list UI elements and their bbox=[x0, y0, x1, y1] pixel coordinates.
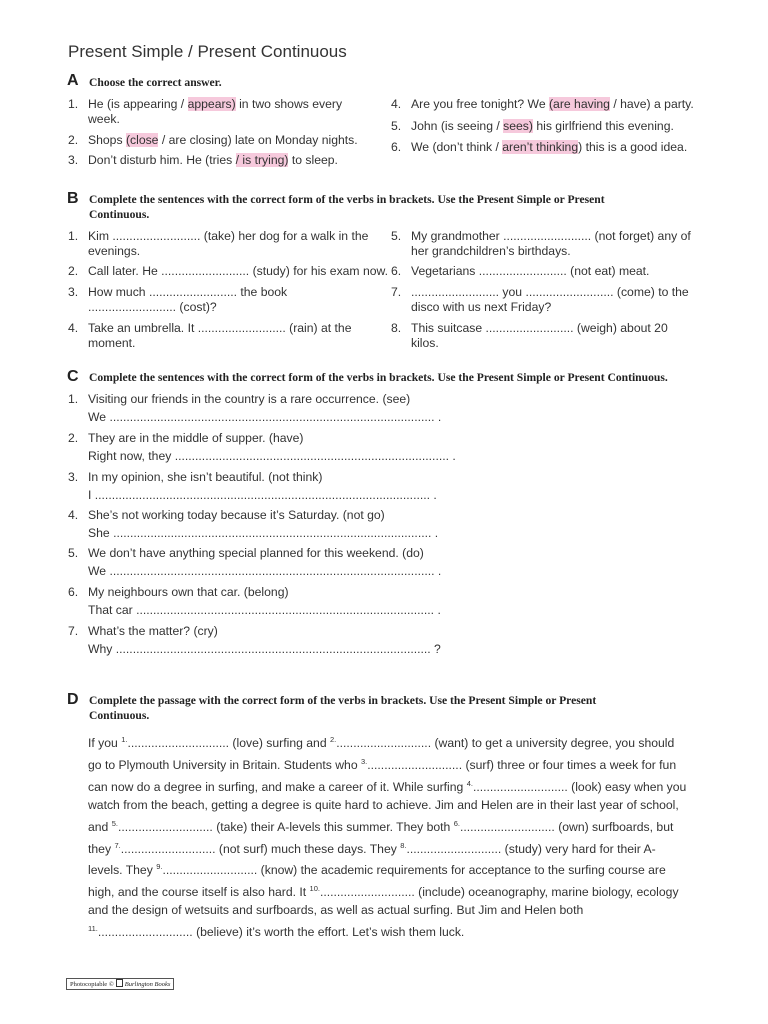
item-text bbox=[411, 321, 668, 350]
item-number: 1. bbox=[68, 392, 79, 406]
item-text bbox=[88, 285, 287, 314]
item-text-pre: Don’t disturb him. He (tries bbox=[88, 153, 236, 167]
passage-text: they bbox=[88, 841, 115, 856]
passage-text: ............................ (surf) three or four times a week for fun bbox=[367, 757, 677, 772]
gap-number: 11. bbox=[88, 924, 98, 934]
item-text-line1: We don’t have anything special planned for this weekend. (do) bbox=[88, 546, 424, 560]
section-d-passage bbox=[88, 731, 693, 942]
item-text bbox=[411, 119, 674, 134]
passage-text: high, and the course itself is also hard. It bbox=[88, 885, 310, 900]
item-text-line1: Take an umbrella. It .......................... (rain) at the bbox=[88, 321, 352, 335]
passage-text: go to Plymouth University in Britain. Students who bbox=[88, 757, 361, 772]
passage-line bbox=[88, 815, 693, 837]
item-number: 4. bbox=[391, 97, 402, 111]
passage-line bbox=[88, 731, 693, 753]
passage-text: can now do a degree in surfing, and make a career of it. While surfing bbox=[88, 779, 467, 794]
item-text-line1: What’s the matter? (cry) bbox=[88, 624, 218, 638]
answer-line: Right now, they ................................................................................. . bbox=[88, 448, 456, 463]
item-number: 6. bbox=[68, 585, 79, 599]
item-text bbox=[88, 153, 338, 168]
highlighted-answer: sees) bbox=[503, 119, 533, 133]
item-number: 7. bbox=[391, 285, 402, 299]
passage-text: watch from the beach, getting a degree is quite hard to achieve. Jim and Helen are in their last year of school, bbox=[88, 797, 679, 812]
item-text bbox=[411, 229, 691, 258]
item-text bbox=[411, 285, 689, 314]
item-text bbox=[88, 584, 441, 619]
gap-number: 2. bbox=[330, 735, 337, 744]
item-text bbox=[88, 97, 342, 126]
section-c-instruction: Complete the sentences with the correct form of the verbs in brackets. Use the Present Simple or Present Continuous. bbox=[89, 371, 668, 384]
section-d-instruction-line2: Continuous. bbox=[89, 709, 150, 722]
item-number: 5. bbox=[68, 546, 79, 560]
item-text-line2: moment. bbox=[88, 335, 136, 350]
item-number: 3. bbox=[68, 470, 79, 484]
publisher-logo-icon bbox=[116, 979, 123, 987]
passage-line bbox=[88, 753, 693, 775]
item-text-line2: her grandchildren’s birthdays. bbox=[411, 243, 571, 258]
answer-line: We ................................................................................................ . bbox=[88, 563, 442, 578]
item-text-line2: evenings. bbox=[88, 243, 141, 258]
passage-line bbox=[88, 797, 693, 815]
item-number: 2. bbox=[68, 133, 79, 147]
page-title: Present Simple / Present Continuous bbox=[68, 42, 347, 61]
item-text bbox=[88, 623, 441, 658]
item-text-post: ) this is a good idea. bbox=[578, 140, 688, 154]
item-number: 5. bbox=[391, 119, 402, 133]
item-text-pre: We (don’t think / bbox=[411, 140, 503, 154]
item-number: 8. bbox=[391, 321, 402, 335]
item-text-line2: week. bbox=[88, 111, 120, 126]
item-text-pre: He (is appearing / bbox=[88, 97, 188, 111]
item-text-pre: Shops bbox=[88, 133, 126, 147]
item-text-pre: Are you free tonight? We bbox=[411, 97, 549, 111]
item-number: 1. bbox=[68, 229, 79, 243]
item-text-line1: This suitcase .......................... (weigh) about 20 bbox=[411, 321, 668, 335]
passage-text: ............................ (study) very hard for their A- bbox=[406, 841, 656, 856]
item-text bbox=[88, 264, 388, 279]
gap-number: 4. bbox=[466, 778, 473, 788]
passage-line bbox=[88, 880, 693, 902]
item-text bbox=[88, 430, 456, 465]
answer-line: Why ............................................................................................. ? bbox=[88, 641, 441, 656]
item-text bbox=[88, 469, 437, 504]
passage-line bbox=[88, 902, 693, 920]
item-text bbox=[88, 391, 441, 426]
gap-number: 3. bbox=[361, 756, 368, 766]
passage-text: ............................ (want) to get a university degree, you should bbox=[336, 736, 675, 750]
section-a-letter: A bbox=[67, 72, 79, 89]
gap-number: 10. bbox=[309, 884, 320, 894]
item-text-post: in two shows every bbox=[235, 97, 343, 111]
section-a-instruction: Choose the correct answer. bbox=[89, 76, 222, 89]
item-text-line1: My neighbours own that car. (belong) bbox=[88, 585, 289, 599]
passage-text: levels. They bbox=[88, 863, 157, 878]
item-number: 5. bbox=[391, 229, 402, 243]
answer-line: I ................................................................................................... . bbox=[88, 487, 437, 502]
item-number: 3. bbox=[68, 153, 79, 167]
passage-line bbox=[88, 920, 693, 942]
passage-text: and the design of wetsuits and surfboards, as well as actual surfing. But Jim and Helen both bbox=[88, 903, 584, 918]
section-b-instruction bbox=[89, 192, 709, 222]
item-text-post: his girlfriend this evening. bbox=[532, 119, 674, 133]
passage-text: ............................ (believe) it’s worth the effort. Let’s wish them luck. bbox=[97, 925, 465, 940]
gap-number: 9. bbox=[156, 862, 163, 872]
passage-text: If you bbox=[88, 736, 122, 750]
section-d-letter: D bbox=[67, 691, 79, 708]
passage-text: ............................ (not surf) much these days. They bbox=[120, 841, 401, 856]
item-text-line1: How much .......................... the book bbox=[88, 285, 288, 299]
passage-text: ............................ (know) the academic requirements for acceptance to the surfing course are bbox=[162, 863, 666, 878]
item-text-post: / have) a party. bbox=[609, 97, 694, 111]
item-text bbox=[88, 321, 351, 350]
item-text bbox=[411, 97, 694, 112]
section-b-instruction-line1: Complete the sentences with the correct form of the verbs in brackets. Use the Present Simple or Present bbox=[89, 193, 605, 206]
item-number: 1. bbox=[68, 97, 79, 111]
passage-text: ............................ (take) their A-levels this summer. They both bbox=[118, 819, 454, 834]
item-number: 3. bbox=[68, 285, 79, 299]
section-b-letter: B bbox=[67, 190, 79, 207]
footer-publisher: Burlington Books bbox=[124, 981, 171, 988]
gap-number: 6. bbox=[453, 818, 460, 828]
item-text-line1: My grandmother .......................... (not forget) any of bbox=[411, 229, 691, 243]
item-text-line1: They are in the middle of supper. (have) bbox=[88, 431, 304, 445]
highlighted-answer: appears) bbox=[187, 97, 236, 111]
item-text-line1: .......................... you .......................... (come) to the bbox=[411, 285, 689, 299]
passage-text: ............................ (own) surfboards, but bbox=[460, 819, 674, 834]
passage-line bbox=[88, 837, 693, 859]
copyright-footer bbox=[66, 978, 174, 990]
item-text bbox=[411, 264, 649, 279]
item-text-line2: kilos. bbox=[411, 335, 439, 350]
item-text-line2: .......................... (cost)? bbox=[88, 299, 217, 314]
item-number: 6. bbox=[391, 140, 402, 154]
item-text-post: / are closing) late on Monday nights. bbox=[158, 133, 358, 147]
section-b-instruction-line2: Continuous. bbox=[89, 208, 150, 221]
item-text-line1: Kim .......................... (take) her dog for a walk in the bbox=[88, 229, 369, 243]
gap-number: 7. bbox=[114, 840, 121, 850]
gap-number: 5. bbox=[111, 818, 118, 828]
item-text-line1: Vegetarians .......................... (not eat) meat. bbox=[411, 264, 650, 278]
answer-line: We ................................................................................................ . bbox=[88, 409, 442, 424]
item-number: 6. bbox=[391, 264, 402, 278]
gap-number: 1. bbox=[121, 735, 128, 744]
item-text-line1: In my opinion, she isn’t beautiful. (not think) bbox=[88, 470, 323, 484]
item-text bbox=[411, 140, 687, 155]
item-number: 7. bbox=[68, 624, 79, 638]
passage-text: .............................. (love) surfing and bbox=[127, 736, 330, 750]
item-text-line1: Call later. He .......................... (study) for his exam now. bbox=[88, 264, 389, 278]
item-text-line1: Visiting our friends in the country is a rare occurrence. (see) bbox=[88, 392, 411, 406]
item-number: 4. bbox=[68, 508, 79, 522]
passage-text: ............................ (look) easy when you bbox=[472, 779, 687, 794]
item-text-pre: John (is seeing / bbox=[411, 119, 504, 133]
gap-number: 8. bbox=[400, 840, 407, 850]
highlighted-answer: (are having bbox=[548, 97, 610, 111]
item-text bbox=[88, 545, 441, 580]
item-text-post: to sleep. bbox=[288, 153, 338, 167]
item-text bbox=[88, 507, 438, 542]
section-c-letter: C bbox=[67, 368, 79, 385]
item-text-line2: disco with us next Friday? bbox=[411, 299, 552, 314]
passage-text: and bbox=[88, 819, 112, 834]
highlighted-answer: aren’t thinking bbox=[502, 140, 579, 154]
item-number: 2. bbox=[68, 431, 79, 445]
item-number: 2. bbox=[68, 264, 79, 278]
item-text-line1: She’s not working today because it’s Saturday. (not go) bbox=[88, 508, 385, 522]
answer-line: She .............................................................................................. . bbox=[88, 525, 439, 540]
highlighted-answer: (close bbox=[125, 133, 159, 147]
item-number: 4. bbox=[68, 321, 79, 335]
passage-line bbox=[88, 858, 693, 880]
highlighted-answer: / is trying) bbox=[235, 153, 289, 167]
footer-photocopiable: Photocopiable © bbox=[70, 981, 114, 988]
passage-line bbox=[88, 775, 693, 797]
answer-line: That car ........................................................................................ . bbox=[88, 602, 441, 617]
passage-text: ............................ (include) oceanography, marine biology, ecology bbox=[319, 885, 679, 900]
section-d-instruction-line1: Complete the passage with the correct form of the verbs in brackets. Use the Present Simple or Present bbox=[89, 694, 597, 707]
section-d-instruction bbox=[89, 693, 709, 723]
item-text bbox=[88, 229, 368, 258]
item-text bbox=[88, 133, 358, 148]
